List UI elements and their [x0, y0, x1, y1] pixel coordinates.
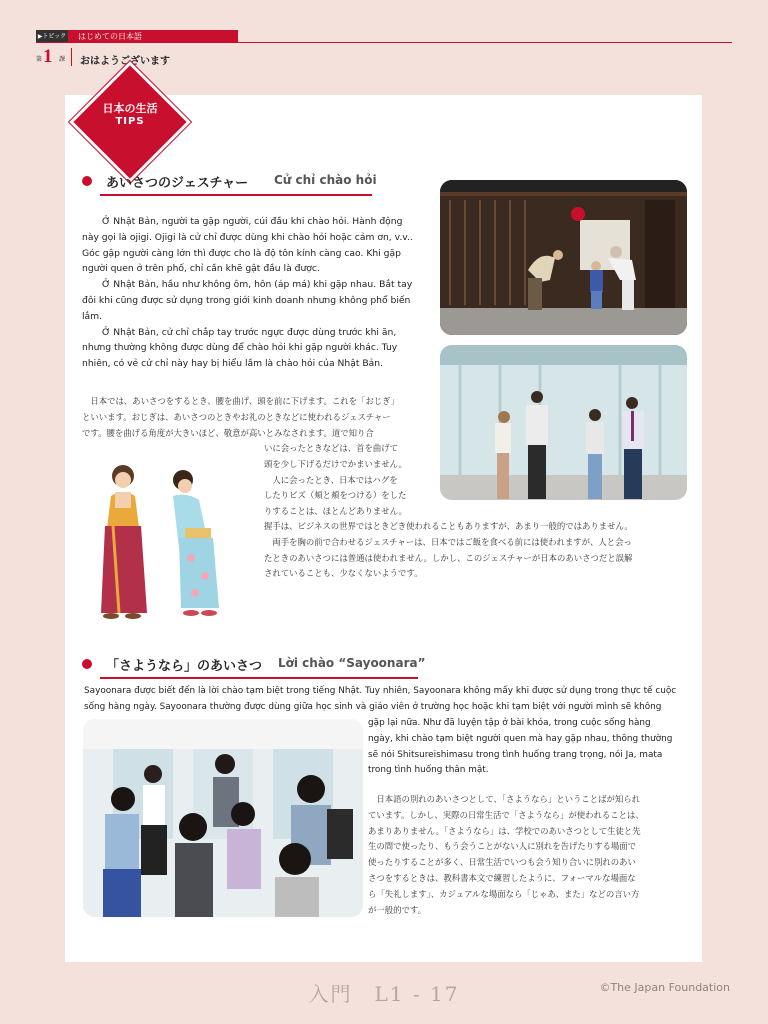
- jp-line: です。腰を曲げる角度が大きいほど、敬意が高いとみなされます。道で知り合: [82, 427, 374, 438]
- photo-bowing-street: [440, 180, 687, 335]
- section1-jp-top: [82, 394, 427, 441]
- section2-heading-jp: 「さようなら」のあいさつ: [106, 659, 263, 674]
- bullet-dot-icon: [82, 176, 92, 186]
- copyright: ©The Japan Foundation: [599, 981, 730, 994]
- lesson-prefix: 第: [36, 56, 43, 63]
- section2-vi-text-side: [368, 716, 698, 779]
- jp-line: ています。しかし、実際の日常生活で「さようなら」が使われることは、: [368, 809, 644, 820]
- jp-line: 両手を胸の前で合わせるジェスチャーは、日本ではご飯を食べる前には使われますが、人と会っ: [264, 536, 632, 547]
- jp-line: 頭を少し下げるだけでかまいません。: [264, 458, 407, 469]
- jp-line: さつをするときは、教科書本文で練習したように、フォーマルな場面な: [368, 872, 636, 883]
- vi-line: Sayoonara được biết đến là lời chào tạm biệt trong tiếng Nhật. Tuy nhiên, Sayoonara không mấy khi được sử dụng trong thực tế cuộc: [84, 686, 677, 696]
- jp-line: 生の間で使ったり、もう会うことがない人に別れを告げたりする場面で: [368, 841, 636, 852]
- vi-line: gặp lại nữa. Như đã luyện tập ở bài khóa, trong cuộc sống hàng: [368, 718, 651, 728]
- vi-line: sống hàng ngày. Sayoonara thường được dùng giữa học sinh và giáo viên ở trường học hoặc khi tạm biệt với người mình sẽ không: [84, 701, 662, 712]
- section1-jp-bottom: [264, 519, 694, 582]
- vi-line: ngày, khi chào tạm biệt người quen mà hay gặp nhau, thông thường: [368, 733, 673, 744]
- jp-line: あまりありません。「さようなら」は、学校でのあいさつとして生徒と先: [368, 825, 641, 836]
- jp-line: 握手は、ビジネスの世界ではときどき使われることもありますが、あまり一般的ではありません。: [264, 521, 633, 531]
- vi-line: trong tình huống thân mật.: [368, 765, 489, 776]
- topic-title: はじめての日本語: [68, 30, 238, 43]
- section2-jp-text: [368, 792, 698, 918]
- header-rule: [36, 42, 732, 43]
- jp-line: されていることも、少なくないようです。: [264, 568, 423, 579]
- lesson-title: おはようございます: [80, 56, 170, 67]
- section2-heading-rule: [100, 677, 418, 679]
- jp-line: りすることは、ほとんどありません。: [264, 506, 407, 517]
- lesson-suffix: 課: [59, 56, 66, 63]
- vi-line: sẽ nói Shitsureishimasu trong tình huống trang trọng, nói Ja, mata: [368, 749, 663, 760]
- topic-badge: ▶トピック: [36, 30, 68, 43]
- jp-line: が一般的です。: [368, 904, 426, 915]
- jp-line: たときのあいさつには普通は使われません。しかし、このジェスチャーが日本のあいさつだと誤解: [264, 552, 633, 563]
- section1-vi-para: Ở Nhật Bản, người ta gặp người, cúi đầu khi chào hỏi. Hành động này gọi là ojigi. Ojigi là cử chỉ được dùng khi chào hỏi hoặc cảm ơn, v.v.. Góc gập người càng lớn thì được cho là độ tôn kính càng cao. Khi gặp người quen ở trên phố, chỉ cần khẽ gật đầu là được.: [82, 216, 413, 275]
- jp-line: 日本語の別れのあいさつとして、「さようなら」ということばが知られ: [368, 794, 641, 804]
- section1-heading-vi: Cử chỉ chào hỏi: [274, 173, 377, 187]
- section1-heading-rule: [100, 194, 372, 196]
- section1-vi-para: Ở Nhật Bản, cử chỉ chắp tay trước ngực được dùng trước khi ăn, nhưng thường không được dùng để chào hỏi khi gặp người khác. Tuy nhiên, có vẻ cử chỉ này hay bị hiểu lầm là chào hỏi của Nhật Bản.: [82, 326, 398, 370]
- illustration-greeting-women: [95, 458, 235, 623]
- section2-heading-vi: Lời chào “Sayoonara”: [278, 656, 426, 670]
- tips-badge-text: [95, 100, 165, 127]
- jp-line: といいます。おじぎは、あいさつのときやお礼のときなどに使われるジェスチャー: [82, 411, 391, 422]
- bullet-dot-icon: [82, 659, 92, 669]
- jp-line: 日本では、あいさつをするとき、腰を曲げ、頭を前に下げます。これを「おじぎ」: [82, 396, 399, 406]
- section1-vi-text: [82, 214, 422, 372]
- jp-line: したりビズ（頬と頬をつける）をした: [264, 490, 407, 501]
- section2-vi-text-full: [84, 684, 694, 716]
- lesson-number: 1: [43, 46, 53, 67]
- jp-line: ら「失礼します」、カジュアルな場面なら「じゃあ、また」などの言い方: [368, 888, 640, 899]
- jp-line: 使ったりすることが多く、日常生活でいつも会う知り合いに別れのあい: [368, 857, 636, 868]
- jp-line: 人に会ったとき、日本ではハグを: [264, 474, 398, 485]
- photo-schoolchildren-goodbye: [83, 719, 363, 917]
- jp-line: いに会ったときなどは、首を曲げて: [264, 443, 398, 453]
- photo-business-bowing: [440, 345, 687, 500]
- tips-line2: TIPS: [115, 116, 145, 127]
- section1-vi-para: Ở Nhật Bản, hầu như không ôm, hôn (áp má) khi gặp nhau. Bắt tay đôi khi cũng được sử dụng trong giới kinh doanh nhưng không phổ biến lắm.: [82, 279, 413, 322]
- section1-heading-jp: あいさつのジェスチャー: [106, 176, 249, 191]
- section1-jp-mid: [264, 441, 434, 520]
- tips-line1: 日本の生活: [102, 102, 158, 115]
- lesson-divider: [71, 48, 72, 66]
- page-number: 入門 L1 - 17: [308, 982, 460, 1006]
